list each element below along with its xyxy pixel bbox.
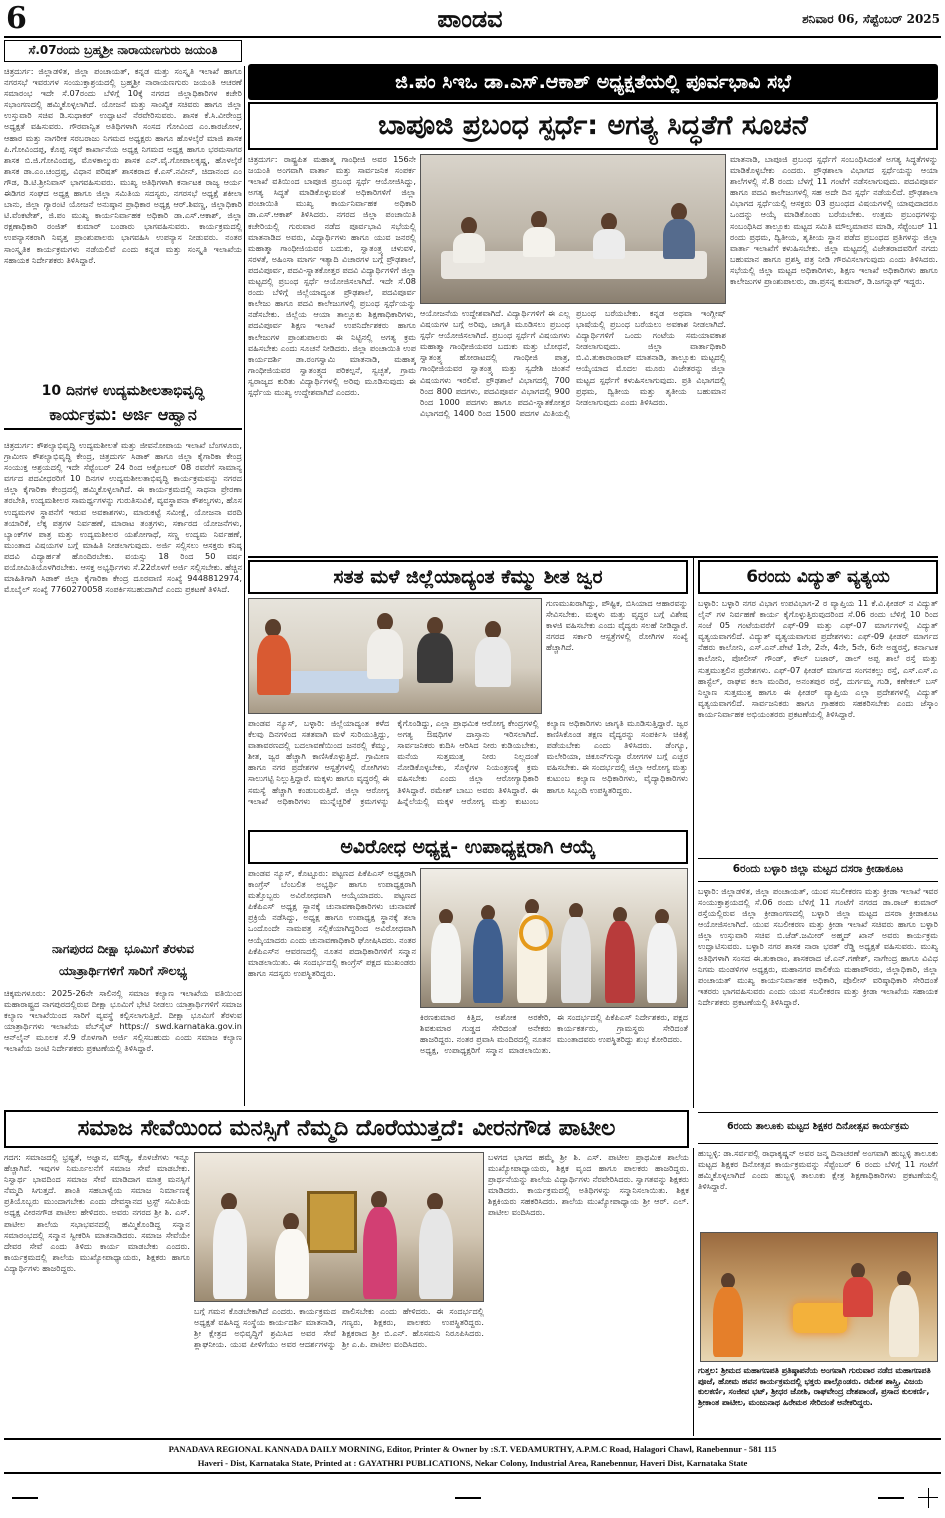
article-entrepreneur: ಚಿತ್ರದುರ್ಗ: ಕೌಶಲ್ಯಾಭಿವೃದ್ಧಿ ಉದ್ಯಮಶೀಲತೆ ಮತ್ತು ಜೀವನೋಪಾಯ ಇಲಾಖೆ ಬೆಂಗಳೂರು, ಗ್ರಾಮೀಣ ಕೌಶಲ್ಯಾಭಿವೃದ್ಧಿ ಕೇಂದ್ರ, ಚಿತ್ರದುರ್ಗ ಸಿಡಾಕ್ ಹಾಗೂ ಜಿಲ್ಲಾ ಕೈಗಾರಿಕಾ ಕೇಂದ್ರ ಸಂಯುಕ್ತ ಆಶ್ರಯದಲ್ಲಿ ಇದೇ ಸೆಪ್ಟೆಂಬರ್ 24 ರಿಂದ ಅಕ್ಟೋಬರ್ 08 ರವರೆಗೆ ಸಾಮಾನ್ಯ ವರ್ಗದ ಪದವೀಧರರಿಗೆ 10 ದಿನಗಳ ಉದ್ಯಮಶೀಲತಾಭಿವೃದ್ಧಿ ಕಾರ್ಯಕ್ರಮವನ್ನು ನಗರದ ಜಿಲ್ಲಾ ಕೈಗಾರಿಕಾ ಕೇಂದ್ರದಲ್ಲಿ ಹಮ್ಮಿಕೊಳ್ಳಲಾಗಿದೆ. ಈ ಕಾರ್ಯಕ್ರಮದಲ್ಲಿ ಸಾಧನಾ ಪ್ರೇರಣಾ ತರಬೇತಿ, ಉದ್ಯಮಶೀಲರ ಸಾಮರ್ಥ್ಯಗಳನ್ನು ಗುರುತಿಸುವಿಕೆ, ವ್ಯವಸ್ಥಾಪನಾ ಕೌಶಲ್ಯಗಳು, ಹೊಸ ಉದ್ಯಮಗಳ ಸ್ಥಾಪನೆಗೆ ಇರುವ ಅವಕಾಶಗಳು, ಮಾರುಕಟ್ಟೆ ಸಮೀಕ್ಷೆ, ಯೋಜನಾ ವರದಿ ತಯಾರಿಕೆ, ಲೆಕ್ಕ ಪತ್ರಗಳ ನಿರ್ವಹಣೆ, ಮಾರಾಟ ತಂತ್ರಗಳು, ಸರ್ಕಾರದ ಯೋಜನೆಗಳು, ಬ್ಯಾಂಕ್‍ಗಳ ಪಾತ್ರ ಮತ್ತು ಉದ್ಯಮಶೀಲರ ಯಶೋಗಾಥೆ, ಸಣ್ಣ ಉದ್ಯಮ ನಿರ್ವಹಣೆ, ಮುಂತಾದ ವಿಷಯಗಳ ಬಗ್ಗೆ ಮಾಹಿತಿ ನೀಡಲಾಗುವುದು. ಅರ್ಜಿ ಸಲ್ಲಿಸಲು ಆಸಕ್ತರು ಕನಿಷ್ಠ ಪದವಿ ವಿದ್ಯಾರ್ಹತೆ ಹೊಂದಿರಬೇಕು. ವಯಸ್ಸು 18 ರಿಂದ 50 ವರ್ಷ ವಯೋಮಿತಿಯೊಳಗಿರಬೇಕು. ಆಸಕ್ತ ಅಭ್ಯರ್ಥಿಗಳು ಸೆ.22ರೊಳಗೆ ಅರ್ಜಿ ಸಲ್ಲಿಸಬೇಕು. ಹೆಚ್ಚಿನ ಮಾಹಿತಿಗಾಗಿ ಸಿಡಾಕ್ ಜಿಲ್ಲಾ ಕೈಗಾರಿಕಾ ಕೇಂದ್ರ ದೂರವಾಣಿ ಸಂಖ್ಯೆ 9448812974, ಮೊಬೈಲ್ ಸಂಖ್ಯೆ 7760270058 ಸಂಪರ್ಕಿಸಬಹುದಾಗಿದೆ ಎಂದು ಪ್ರಕಟಣೆ ತಿಳಿಸಿದೆ. xyxy=(4,440,242,595)
group-body-6 xyxy=(647,923,677,1003)
unopposed-column-b: ಕಿರಣಕುಮಾರ ಕಿತ್ತಿದ, ಅಶೋಕ ಅರಕೇರಿ, ಶಿವಕುಮಾರ ಗುಡ್ಡದ ಸೇರಿದಂತೆ ಅನೇಕರು ಹಾಜರಿದ್ದರು. ನಂತರ ಪ್ರವಾಸಿ ಮಂದಿರದಲ್ಲಿ ನೂತನ ಅಧ್ಯಕ್ಷ, ಉಪಾಧ್ಯಕ್ಷರಿಗೆ ಸನ್ಮಾನ ಮಾಡಲಾಯಿತು. ಈ ಸಂದರ್ಭದಲ್ಲಿ ಪಿಕೆಪಿಎಸ್ ನಿರ್ದೇಶಕರು, ಪಕ್ಷದ ಕಾರ್ಯಕರ್ತರು, ಗ್ರಾಮಸ್ಥರು ಸೇರಿದಂತೆ ಮುಂತಾದವರು ಉಪಸ್ಥಿತರಿದ್ದು ಶುಭ ಕೋರಿದರು. xyxy=(420,1012,688,1056)
guest-body-1 xyxy=(213,1209,247,1299)
lead-headline-box xyxy=(248,102,938,150)
social-felicitation-photo xyxy=(194,1152,484,1302)
dasara-body: ಬಳ್ಳಾರಿ: ಜಿಲ್ಲಾಡಳಿತ, ಜಿಲ್ಲಾ ಪಂಚಾಯತ್, ಯುವ ಸಬಲೀಕರಣ ಮತ್ತು ಕ್ರೀಡಾ ಇಲಾಖೆ ಇವರ ಸಂಯುಕ್ತಾಶ್ರಯದಲ್ಲಿ ಸೆ.06 ರಂದು ಬೆಳಿಗ್ಗೆ 11 ಗಂಟೆಗೆ ನಗರದ ಡಾ.ರಾಜ್ ಕುಮಾರ್ ರಸ್ತೆಯಲ್ಲಿರುವ ಜಿಲ್ಲಾ ಕ್ರೀಡಾಂಗಣದಲ್ಲಿ ಬಳ್ಳಾರಿ ಜಿಲ್ಲಾ ಮಟ್ಟದ ದಸರಾ ಕ್ರೀಡಾಕೂಟ ಆಯೋಜಿಸಲಾಗಿದೆ. ಯುವ ಸಬಲೀಕರಣ ಮತ್ತು ಕ್ರೀಡಾ ಇಲಾಖೆ ಸಚಿವರು ಹಾಗೂ ಬಳ್ಳಾರಿ ಜಿಲ್ಲಾ ಉಸ್ತುವಾರಿ ಸಚಿವ ಬಿ.ಜೆಡ್.ಜಮೀರ್ ಅಹ್ಮದ್ ಖಾನ್ ಅವರು ಕಾರ್ಯಕ್ರಮ ಉದ್ಘಾಟಿಸುವರು. ಬಳ್ಳಾರಿ ನಗರ ಶಾಸಕ ನಾರಾ ಭರತ್ ರೆಡ್ಡಿ ಅಧ್ಯಕ್ಷತೆ ವಹಿಸುವರು. ಮುಖ್ಯ ಅತಿಥಿಗಳಾಗಿ ಸಂಸದ ಈ.ತುಕಾರಾಂ, ಶಾಸಕರಾದ ಜೆ.ಎನ್.ಗಣೇಶ್, ನಾಗೇಂದ್ರ ಹಾಗೂ ವಿವಿಧ ನಿಗಮ ಮಂಡಳಿಗಳ ಅಧ್ಯಕ್ಷರು, ಮಹಾನಗರ ಪಾಲಿಕೆಯ ಮಹಾಪೌರರು, ಜಿಲ್ಲಾಧಿಕಾರಿ, ಜಿಲ್ಲಾ ಪಂಚಾಯತ್ ಮುಖ್ಯ ಕಾರ್ಯನಿರ್ವಾಹಕ ಅಧಿಕಾರಿ, ಪೊಲೀಸ್ ವರಿಷ್ಠಾಧಿಕಾರಿ ಸೇರಿದಂತೆ ಇತರರು ಭಾಗವಹಿಸುವರು ಎಂದು ಯುವ ಸಬಲೀಕರಣ ಮತ್ತು ಕ್ರೀಡಾ ಇಲಾಖೆಯ ಸಹಾಯಕ ನಿರ್ದೇಶಕರು ಪ್ರಕಟಣೆಯಲ್ಲಿ ತಿಳಿಸಿದ್ದಾರೆ. xyxy=(698,886,938,1007)
crop-mark-right xyxy=(878,1497,904,1499)
havan-fire-shape xyxy=(793,1303,847,1333)
article-jayanti: ಚಿತ್ರದುರ್ಗ: ಜಿಲ್ಲಾಡಳಿತ, ಜಿಲ್ಲಾ ಪಂಚಾಯತ್, ಕನ್ನಡ ಮತ್ತು ಸಂಸ್ಕೃತಿ ಇಲಾಖೆ ಹಾಗೂ ನಗರಸಭೆ ಇವರುಗಳ ಸಂಯುಕ್ತಾಶ್ರಯದಲ್ಲಿ ಬ್ರಹ್ಮಶ್ರೀ ನಾರಾಯಣಗುರು ಜಯಂತಿ ಆಚರಣೆ ಸಮಾರಂಭ ಇದೇ ಸೆ.07ರಂದು ಬೆಳಿಗ್ಗೆ 10ಕ್ಕೆ ನಗರದ ಜಿಲ್ಲಾಧಿಕಾರಿಗಳ ಕಚೇರಿ ಸಭಾಂಗಣದಲ್ಲಿ ಹಮ್ಮಿಕೊಳ್ಳಲಾಗಿದೆ. ಯೋಜನೆ ಮತ್ತು ಸಾಂಖ್ಯಿಕ ಸಚಿವರು ಹಾಗೂ ಜಿಲ್ಲಾ ಉಸ್ತುವಾರಿ ಸಚಿವ ಡಿ.ಸುಧಾಕರ್ ಉದ್ಘಾಟನೆ ನೆರವೇರಿಸುವರು. ಶಾಸಕ ಕೆ.ಸಿ.ವೀರೇಂದ್ರ ಅಧ್ಯಕ್ಷತೆ ವಹಿಸುವರು. ಗೌರವಾನ್ವಿತ ಅತಿಥಿಗಳಾಗಿ ಸಂಸದ ಗೋವಿಂದ ಎಂ.ಕಾರಜೋಳ, ಆಹಾರ ಮತ್ತು ನಾಗರೀಕ ಸರಬರಾಜು ನಿಗಮದ ಅಧ್ಯಕ್ಷರು ಹಾಗೂ ಹೊಳಲ್ಕೆರೆ ಮಾಜಿ ಶಾಸಕ ಪಿ.ಗೋವಿಂದಪ್ಪ, ಕೊಪ್ಪ ಸಕ್ಕರೆ ಕಾರ್ಖಾನೆಯ ಅಧ್ಯಕ್ಷ ನಿಗಮದ ಅಧ್ಯಕ್ಷ ಹಾಗೂ ಭರಮಸಾಗರ ಶಾಸಕ ಬಿ.ಜಿ.ಗೋವಿಂದಪ್ಪ, ಮೊಳಕಾಲ್ಮುರು ಶಾಸಕ ಎನ್.ವೈ.ಗೋಪಾಲಕೃಷ್ಣ, ಹೊಳಲ್ಕೆರೆ ಶಾಸಕ ಡಾ.ಎಂ.ಚಂದ್ರಪ್ಪ, ವಿಧಾನ ಪರಿಷತ್ ಶಾಸಕರಾದ ಕೆ.ಎಸ್.ನವೀನ್, ಚಿದಾನಂದ ಎಂ ಗೌಡ, ಡಿ.ಟಿ.ಶ್ರೀನಿವಾಸ್ ಭಾಗವಹಿಸುವರು. ಮುಖ್ಯ ಅತಿಥಿಗಳಾಗಿ ಕರ್ನಾಟಕ ರಾಜ್ಯ ಆರ್ಯ ಈಡಿಗರ ಸಂಘದ ಅಧ್ಯಕ್ಷ ಹಾಗೂ ಜಿಲ್ಲಾ ಸಮಿತಿಯ ಸದಸ್ಯರು, ನಗರಸಭೆ ಅಧ್ಯಕ್ಷೆ ಶಕೀಲಾ ಬಾನು, ಜಿಲ್ಲಾ ಗ್ಯಾರಂಟಿ ಯೋಜನೆ ಅನುಷ್ಠಾನ ಪ್ರಾಧಿಕಾರ ಅಧ್ಯಕ್ಷ ಆರ್.ಶಿವಣ್ಣ, ಜಿಲ್ಲಾಧಿಕಾರಿ ಟಿ.ವೆಂಕಟೇಶ್, ಜಿ.ಪಂ ಮುಖ್ಯ ಕಾರ್ಯನಿರ್ವಾಹಕ ಅಧಿಕಾರಿ ಡಾ.ಎಸ್.ಆಕಾಶ್, ಜಿಲ್ಲಾ ರಕ್ಷಣಾಧಿಕಾರಿ ರಂಜಿತ್ ಕುಮಾರ್ ಬಂಡಾರು ಭಾಗವಹಿಸುವರು. ಕಾರ್ಯಕ್ರಮದಲ್ಲಿ ಉಪನ್ಯಾಸಕರಾಗಿ ನಿವೃತ್ತ ಪ್ರಾಂಶುಪಾಲರು ಭಾಗವಹಿಸಿ ಉಪನ್ಯಾಸ ನೀಡುವರು. ನಂತರ ಸಾಂಸ್ಕೃತಿಕ ಕಾರ್ಯಕ್ರಮಗಳು ನಡೆಯಲಿವೆ ಎಂದು ಕನ್ನಡ ಮತ್ತು ಸಂಸ್ಕೃತಿ ಇಲಾಖೆಯ ಸಹಾಯಕ ನಿರ್ದೇಶಕರು ತಿಳಿಸಿದ್ದಾರೆ. xyxy=(4,66,242,265)
person-body-2 xyxy=(523,227,555,257)
fever-right-text: ಗುಣಮುಖರಾಗಿದ್ದು, ಪೌಷ್ಟಿಕ, ಬಿಸಿಯಾದ ಆಹಾರವನ್ನು ಸೇವಿಸಬೇಕು. ಮಕ್ಕಳು ಮತ್ತು ವೃದ್ಧರ ಬಗ್ಗೆ ವಿಶೇಷ ಕಾಳಜಿ ವಹಿಸಬೇಕು ಎಂದು ವೈದ್ಯರು ಸಲಹೆ ನೀಡಿದ್ದಾರೆ. ನಗರದ ಸರ್ಕಾರಿ ಆಸ್ಪತ್ರೆಗಳಲ್ಲಿ ರೋಗಿಗಳ ಸಂಖ್ಯೆ ಹೆಚ್ಚಾಗಿದೆ. xyxy=(546,598,688,653)
group-body-4 xyxy=(561,917,591,1003)
group-body-5 xyxy=(605,921,635,1003)
issue-date: ಶನಿವಾರ 06, ಸೆಪ್ಟೆಂಬರ್ 2025 xyxy=(802,12,940,26)
teachers-body: ಹುಬ್ಬಳ್ಳಿ: ಡಾ.ಸರ್ವಪಲ್ಲಿ ರಾಧಾಕೃಷ್ಣನ್ ಅವರ ಜನ್ಮ ದಿನಾಚರಣೆ ಅಂಗವಾಗಿ ಹುಬ್ಬಳ್ಳಿ ತಾಲೂಕು ಮಟ್ಟದ ಶಿಕ್ಷಕರ ದಿನೋತ್ಸವ ಕಾರ್ಯಕ್ರಮವನ್ನು ಸೆಪ್ಟೆಂಬರ್ 6 ರಂದು ಬೆಳಿಗ್ಗೆ 11 ಗಂಟೆಗೆ ಹಮ್ಮಿಕೊಳ್ಳಲಾಗಿದೆ ಎಂದು ಹುಬ್ಬಳ್ಳಿ ತಾಲೂಕು ಕ್ಷೇತ್ರ ಶಿಕ್ಷಣಾಧಿಕಾರಿಗಳು ಪ್ರಕಟಣೆಯಲ್ಲಿ ತಿಳಿಸಿದ್ದಾರೆ. xyxy=(698,1148,938,1192)
left-headline-jayanti-text: ಸೆ.07ರಂದು ಬ್ರಹ್ಮಶ್ರೀ ನಾರಾಯಣಗುರು ಜಯಂತಿ xyxy=(28,43,218,57)
dasara-headline: 6ರಂದು ಬಳ್ಳಾರಿ ಜಿಲ್ಲಾ ಮಟ್ಟದ ದಸರಾ ಕ್ರೀಡಾಕೂಟ xyxy=(732,863,904,875)
portrait-frame xyxy=(307,1191,357,1253)
left-headline-entrepreneur xyxy=(4,380,242,436)
dasara-headline-box xyxy=(698,858,938,882)
priest-body-2 xyxy=(889,1285,919,1357)
priest-body-3 xyxy=(843,1277,873,1317)
unopposed-felicitation-photo xyxy=(420,868,688,1008)
ritual-caption: ಗುತ್ತಲ: ಶ್ರೀಮದ ಮಹಾಗಣಪತಿ ಪ್ರತಿಷ್ಠಾಪನೆಯ ಅಂಗವಾಗಿ ಗುರುವಾರ ನಡೆದ ಮಹಾಗಣಪತಿ ಪೂಜೆ, ಹೋಮ ಹವನ ಕಾರ್ಯಕ್ರಮದಲ್ಲಿ ಭಕ್ತರು ಪಾಲ್ಗೊಂಡರು. ರಮೇಶ ಶಾಸ್ತ್ರಿ, ವಿಜಯ ಕುಲಕರ್ಣಿ, ಸಂಜೀವ ಭಟ್, ಶ್ರೀಧರ ಜೋಶಿ, ರಾಘವೇಂದ್ರ ದೇಶಪಾಂಡೆ, ಪ್ರಸಾದ ಕುಲಕರ್ಣಿ, ಶ್ರೀಕಾಂತ ಪಾಟೀಲ, ಮಂಜುನಾಥ ಹಿರೇಮಠ ಸೇರಿದಂತೆ ಅನೇಕರಿದ್ದರು. xyxy=(698,1366,931,1407)
patient-body xyxy=(257,635,291,695)
garland-shape xyxy=(519,915,553,951)
fever-headline-box xyxy=(248,560,688,594)
group-body-1 xyxy=(431,923,461,1003)
page-number: 6 xyxy=(6,2,27,36)
power-body: ಬಳ್ಳಾರಿ: ಬಳ್ಳಾರಿ ನಗರ ವಿಭಾಗ ಉಪವಿಭಾಗ-2 ರ ವ್ಯಾಪ್ತಿಯ 11 ಕೆ.ವಿ.ಫೀಡರ್ ನ ವಿದ್ಯುತ್ ಲೈನ್ ಗಳ ನಿರ್ವಹಣೆ ಕಾರ್ಯ ಕೈಗೊಳ್ಳುತ್ತಿರುವುದರಿಂದ ಸೆ.06 ರಂದು ಬೆಳಿಗ್ಗೆ 10 ರಿಂದ ಸಂಜೆ 05 ಗಂಟೆಯವರೆಗೆ ಎಫ್-09 ಮತ್ತು ಎಫ್-07 ಮಾರ್ಗಗಳಲ್ಲಿ ವಿದ್ಯುತ್ ವ್ಯತ್ಯಯವಾಗಲಿದೆ. ವಿದ್ಯುತ್ ವ್ಯತ್ಯಯವಾಗುವ ಪ್ರದೇಶಗಳು: ಎಫ್-09 ಫೀಡರ್ ಮಾರ್ಗದ ನೆಹರು ಕಾಲೋನಿ, ಎಸ್.ಎನ್.ಪೇಟೆ 1ನೇ, 2ನೇ, 4ನೇ, 5ನೇ, 6ನೇ ಅಡ್ಡರಸ್ತೆ, ಕರ್ನಾಟಕ ಕಾಲೋನಿ, ಪೋಲೀಸ್ ಗೌಂಡ್, ಕೌಲ್ ಬಜಾರ್, ಡಾಲ್ ಅಪ್ಪ ಶಾಲೆ ರಸ್ತೆ ಮತ್ತು ಸುತ್ತಮುತ್ತಲಿನ ಪ್ರದೇಶಗಳು. ಎಫ್-07 ಫೀಡರ್ ಮಾರ್ಗದ ಸಂಗನಕಲ್ಲು ರಸ್ತೆ, ಎಸ್.ಎಸ್.ಎ ಹಾಸ್ಟೆಲ್, ರಾಘವ ಕಲಾ ಮಂದಿರ, ಅನಂತಪುರ ರಸ್ತೆ, ದುರ್ಗಮ್ಮ ಗುಡಿ, ಕಣೇಕಲ್ ಬಸ್ ನಿಲ್ದಾಣ ಸುತ್ತಮುತ್ತ ಹಾಗೂ ಈ ಫೀಡರ್ ವ್ಯಾಪ್ತಿಯ ಎಲ್ಲಾ ಪ್ರದೇಶಗಳಲ್ಲಿ ವಿದ್ಯುತ್ ವ್ಯತ್ಯಯವಾಗಲಿದೆ. ಸಾರ್ವಜನಿಕರು ಹಾಗೂ ಗ್ರಾಹಕರು ಸಹಕರಿಸಬೇಕು ಎಂದು ಜೆಸ್ಕಾಂ ಕಾರ್ಯನಿರ್ವಾಹಕ ಅಭಿಯಂತರರು ಪ್ರಕಟಣೆಯಲ್ಲಿ ತಿಳಿಸಿದ್ದಾರೆ. xyxy=(698,598,938,719)
lead-column-a: ಚಿತ್ರದುರ್ಗ: ರಾಷ್ಟ್ರಪಿತ ಮಹಾತ್ಮ ಗಾಂಧೀಜಿ ಅವರ 156ನೇ ಜಯಂತಿ ಅಂಗವಾಗಿ ವಾರ್ತಾ ಮತ್ತು ಸಾರ್ವಜನಿಕ ಸಂಪರ್ಕ ಇಲಾಖೆ ವತಿಯಿಂದ ಬಾಪೂಜಿ ಪ್ರಬಂಧ ಸ್ಪರ್ಧೆ ಆಯೋಜಿಸಿದ್ದು, ಅಗತ್ಯ ಸಿದ್ಧತೆ ಮಾಡಿಕೊಳ್ಳುವಂತೆ ಅಧಿಕಾರಿಗಳಿಗೆ ಜಿಲ್ಲಾ ಪಂಚಾಯಿತಿ ಮುಖ್ಯ ಕಾರ್ಯನಿರ್ವಾಹಕ ಅಧಿಕಾರಿ ಡಾ.ಎಸ್.ಆಕಾಶ್ ತಿಳಿಸಿದರು. ನಗರದ ಜಿಲ್ಲಾ ಪಂಚಾಯಿತಿ ಕಚೇರಿಯಲ್ಲಿ ಗುರುವಾರ ನಡೆದ ಪೂರ್ವಭಾವಿ ಸಭೆಯಲ್ಲಿ ಮಾತನಾಡಿದ ಅವರು, ವಿದ್ಯಾರ್ಥಿಗಳು ಹಾಗೂ ಯುವ ಜನರಲ್ಲಿ ಮಹಾತ್ಮಾ ಗಾಂಧೀಜಿಯವರ ಬದುಕು, ಸ್ವಾತಂತ್ರ್ಯ ಚಳುವಳಿ, ಸರಳತೆ, ಅಹಿಂಸಾ ಮಾರ್ಗ ಇತ್ಯಾದಿ ವಿಚಾರಗಳ ಬಗ್ಗೆ ಪ್ರೌಢಶಾಲೆ, ಪದವಿಪೂರ್ವ, ಪದವಿ-ಸ್ನಾತಕೋತ್ತರ ಪದವಿ ವಿದ್ಯಾರ್ಥಿಗಳಿಗೆ ಜಿಲ್ಲಾ ಮಟ್ಟದಲ್ಲಿ ಪ್ರಬಂಧ ಸ್ಪರ್ಧೆ ಆಯೋಜಿಸಲಾಗಿದೆ. ಇದೇ ಸೆ.08 ರಂದು ಬೆಳಿಗ್ಗೆ ಜಿಲ್ಲೆಯಾದ್ಯಂತ ಪ್ರೌಢಶಾಲೆ, ಪದವಿಪೂರ್ವ ಕಾಲೇಜು ಹಾಗೂ ಪದವಿ ಕಾಲೇಜುಗಳಲ್ಲಿ ಪ್ರಬಂಧ ಸ್ಪರ್ಧೆಯನ್ನು ನಡೆಸಬೇಕು. ಜಿಲ್ಲೆಯ ಆಯಾ ತಾಲ್ಲೂಕು ಶಿಕ್ಷಣಾಧಿಕಾರಿಗಳು, ಪದವಿಪೂರ್ವ ಶಿಕ್ಷಣ ಇಲಾಖೆ ಉಪನಿರ್ದೇಶಕರು ಹಾಗೂ ಕಾಲೇಜುಗಳ ಪ್ರಾಂಶುಪಾಲರು ಈ ನಿಟ್ಟಿನಲ್ಲಿ ಅಗತ್ಯ ಕ್ರಮ ವಹಿಸಬೇಕು ಎಂದು ಸೂಚನೆ ನೀಡಿದರು. ಜಿಲ್ಲಾ ಪಂಚಾಯಿತಿ ಉಪ ಕಾರ್ಯದರ್ಶಿ ಡಾ.ರಂಗಸ್ವಾಮಿ ಮಾತನಾಡಿ, ಮಹಾತ್ಮ ಗಾಂಧೀಜಿಯವರ ಸ್ವಾತಂತ್ರ್ಯದ ಪರಿಕಲ್ಪನೆ, ಸ್ವಚ್ಛತೆ, ಗ್ರಾಮ ಸ್ವರಾಜ್ಯದ ಕುರಿತು ವಿದ್ಯಾರ್ಥಿಗಳಲ್ಲಿ ಅರಿವು ಮೂಡಿಸುವುದು ಈ ಸ್ಪರ್ಧೆಯ ಮುಖ್ಯ ಉದ್ದೇಶವಾಗಿದೆ ಎಂದರು. xyxy=(248,154,416,397)
ritual-photo xyxy=(700,1232,938,1362)
footer-rule xyxy=(4,1438,941,1440)
registration-mark-v xyxy=(928,1488,929,1508)
teachers-headline-box xyxy=(698,1112,938,1144)
social-column-a: ಗದಗ: ಸಮಾಜದಲ್ಲಿ ಭ್ರಷ್ಟತೆ, ಅಜ್ಞಾನ, ಮೌಢ್ಯ, ಕೊಳಚೆಗಳು ಇನ್ನೂ ಹೆಚ್ಚಾಗಿವೆ. ಇವುಗಳ ನಿರ್ಮೂಲನೆಗೆ ಸಮಾಜ ಸೇವೆ ಮಾಡಬೇಕು. ನಿಸ್ವಾರ್ಥ ಭಾವದಿಂದ ಸಮಾಜ ಸೇವೆ ಮಾಡಿದಾಗ ಮಾತ್ರ ಮನಸ್ಸಿಗೆ ನೆಮ್ಮದಿ ಸಿಗುತ್ತದೆ. ಶಾಂತಿ ಸಹಬಾಳ್ವೆಯ ಸಮಾಜ ನಿರ್ಮಾಣಕ್ಕೆ ಪ್ರತಿಯೊಬ್ಬರು ಮುಂದಾಗಬೇಕು ಎಂದು ದೇವಸ್ಥಾನದ ಟ್ರಸ್ಟ್ ಸಮಿತಿಯ ಅಧ್ಯಕ್ಷ ವೀರನಗೌಡ ಪಾಟೀಲ ಹೇಳಿದರು. ಅವರು ನಗರದ ಶ್ರೀ ಶಿ. ಎಸ್. ಪಾಟೀಲ ಶಾಲೆಯ ಸಭಾಭವನದಲ್ಲಿ ಹಮ್ಮಿಕೊಂಡಿದ್ದ ಸನ್ಮಾನ ಸಮಾರಂಭದಲ್ಲಿ ಸನ್ಮಾನ ಸ್ವೀಕರಿಸಿ ಮಾತನಾಡಿದರು. ಸಮಾಜ ಸೇವೆಯೇ ದೇವರ ಸೇವೆ ಎಂದು ತಿಳಿದು ಕಾರ್ಯ ಮಾಡಬೇಕು ಎಂದರು. ಕಾರ್ಯಕ್ರಮದಲ್ಲಿ ಶಾಲೆಯ ಮುಖ್ಯೋಪಾಧ್ಯಾಯರು, ಶಿಕ್ಷಕರು ಹಾಗೂ ವಿದ್ಯಾರ್ಥಿಗಳು ಹಾಜರಿದ್ದರು. xyxy=(4,1152,190,1273)
lead-kicker: ಜಿ.ಪಂ ಸಿಇಒ ಡಾ.ಎಸ್.ಆಕಾಶ್ ಅಧ್ಯಕ್ಷತೆಯಲ್ಲಿ ಪೂರ್ವಭಾವಿ ಸಭೆ xyxy=(395,71,791,93)
guest-body-2 xyxy=(363,1207,397,1299)
person-body-3 xyxy=(593,229,625,259)
visitor-body-1 xyxy=(367,629,403,679)
masthead-rule xyxy=(4,36,941,38)
column-divider-left xyxy=(244,66,245,1106)
visitor-body-2 xyxy=(417,633,453,683)
power-headline-box xyxy=(698,560,938,594)
priest-body-1 xyxy=(713,1287,743,1357)
group-body-2 xyxy=(473,919,503,1003)
article-deeksha: ಚಿಕ್ಕಮಗಳೂರು: 2025-26ನೇ ಸಾಲಿನಲ್ಲಿ ಸಮಾಜ ಕಲ್ಯಾಣ ಇಲಾಖೆಯ ವತಿಯಿಂದ ಮಹಾರಾಷ್ಟ್ರದ ನಾಗಪುರದಲ್ಲಿರುವ ದೀಕ್ಷಾ ಭೂಮಿಗೆ ಭೇಟಿ ನೀಡಲು ಯಾತ್ರಾರ್ಥಿಗಳಿಗೆ ಸಮಾಜ ಕಲ್ಯಾಣ ಇಲಾಖೆಯಿಂದ ಸಾರಿಗೆ ವ್ಯವಸ್ಥೆ ಕಲ್ಪಿಸಲಾಗುತ್ತಿದೆ. ದೀಕ್ಷಾ ಭೂಮಿಗೆ ತೆರಳುವ ಯಾತ್ರಾರ್ಥಿಗಳು ಇಲಾಖೆಯ ವೆಬ್‍ಸೈಟ್ https:// swd.karnataka.gov.in ಆನ್‍ಲೈನ್ ಮೂಲಕ ಸೆ.9 ರೊಳಗಾಗಿ ಅರ್ಜಿ ಸಲ್ಲಿಸಬಹುದು ಎಂದು ಸಮಾಜ ಕಲ್ಯಾಣ ಇಲಾಖೆಯ ಜಂಟಿ ನಿರ್ದೇಶಕರು ಪ್ರಕಟಣೆಯಲ್ಲಿ ತಿಳಿಸಿದ್ದಾರೆ. xyxy=(4,988,242,1054)
left-headline-deeksha-line1: ನಾಗಪುರದ ದೀಕ್ಷಾ ಭೂಮಿಗೆ ತೆರಳುವ xyxy=(51,942,195,956)
fever-hospital-photo xyxy=(248,598,542,714)
left-headline-entrepreneur-line2: ಕಾರ್ಯಕ್ರಮ: ಅರ್ಜಿ ಆಹ್ವಾನ xyxy=(4,402,242,430)
column-divider-right xyxy=(693,558,694,1108)
social-column-c: ಬಳಗದ ಭಾಗದ ಹಮ್ಮೆ ಶ್ರೀ ಶಿ. ಎಸ್. ಪಾಟೀಲ ಪ್ರಾಥಮಿಕ ಶಾಲೆಯ ಮುಖ್ಯೋಪಾಧ್ಯಾಯರು, ಶಿಕ್ಷಕ ವೃಂದ ಹಾಗೂ ಪಾಲಕರು ಹಾಜರಿದ್ದರು. ಪ್ರಾರ್ಥನೆಯನ್ನು ಶಾಲೆಯ ವಿದ್ಯಾರ್ಥಿಗಳು ನೆರವೇರಿಸಿದರು. ಸ್ವಾಗತವನ್ನು ಶಿಕ್ಷಕರು ಮಾಡಿದರು. ಕಾರ್ಯಕ್ರಮದಲ್ಲಿ ಅತಿಥಿಗಳನ್ನು ಸನ್ಮಾನಿಸಲಾಯಿತು. ಶಿಕ್ಷಕ ಶಿಕ್ಷಕಿಯರು ಸಹಕರಿಸಿದರು. ಶಾಲೆಯ ಮುಖ್ಯೋಪಾಧ್ಯಾಯ ಶ್ರೀ ಆರ್. ಎಲ್. ಪಾಟೀಲ ವಂದಿಸಿದರು. xyxy=(488,1152,689,1218)
unopposed-headline-box xyxy=(248,830,688,864)
column-divider-bottom xyxy=(693,1148,694,1436)
lead-kicker-band xyxy=(248,64,938,100)
lead-column-c: ಮಾತನಾಡಿ, ಬಾಪೂಜಿ ಪ್ರಬಂಧ ಸ್ಪರ್ಧೆಗೆ ಸಂಬಂಧಿಸಿದಂತೆ ಅಗತ್ಯ ಸಿದ್ಧತೆಗಳನ್ನು ಮಾಡಿಕೊಳ್ಳಬೇಕು ಎಂದರು. ಪ್ರೌಢಶಾಲಾ ವಿಭಾಗದ ಸ್ಪರ್ಧೆಯನ್ನು ಆಯಾ ಶಾಲೆಗಳಲ್ಲಿ ಸೆ.8 ರಂದು ಬೆಳಗ್ಗೆ 11 ಗಂಟೆಗೆ ನಡೆಸಲಾಗುವುದು. ಪದವಿಪೂರ್ವ ಹಾಗೂ ಪದವಿ ಕಾಲೇಜುಗಳಲ್ಲಿ ಸಹ ಅದೇ ದಿನ ಸ್ಪರ್ಧೆ ನಡೆಯಲಿದೆ. ಪ್ರೌಢಶಾಲಾ ವಿಭಾಗದ ಸ್ಪರ್ಧೆಯಲ್ಲಿ ಆಸಕ್ತರು 03 ಪ್ರಬಂಧದ ವಿಷಯಗಳಲ್ಲಿ ಯಾವುದಾದರೂ ಒಂದನ್ನು ಆಯ್ಕೆ ಮಾಡಿಕೊಂಡು ಬರೆಯಬೇಕು. ಉತ್ತಮ ಪ್ರಬಂಧಗಳನ್ನು ಸಂಬಂಧಿಸಿದ ತಾಲ್ಲೂಕು ಮಟ್ಟದ ಸಮಿತಿ ಮೌಲ್ಯಮಾಪನ ಮಾಡಿ, ಸೆಪ್ಟೆಂಬರ್ 11 ರಂದು ಪ್ರಥಮ, ದ್ವಿತೀಯ, ತೃತೀಯ ಸ್ಥಾನ ಪಡೆದ ಪ್ರಬಂಧದ ಪ್ರತಿಗಳನ್ನು ಜಿಲ್ಲಾ ವಾರ್ತಾ ಇಲಾಖೆಗೆ ಕಳುಹಿಸಬೇಕು. ಜಿಲ್ಲಾ ಮಟ್ಟದಲ್ಲಿ ವಿಜೇತರಾದವರಿಗೆ ನಗದು ಬಹುಮಾನ ಹಾಗೂ ಪ್ರಶಸ್ತಿ ಪತ್ರ ನೀಡಿ ಗೌರವಿಸಲಾಗುವುದು ಎಂದು ತಿಳಿಸಿದರು. ಸಭೆಯಲ್ಲಿ ಜಿಲ್ಲಾ ಮಟ್ಟದ ಅಧಿಕಾರಿಗಳು, ಶಿಕ್ಷಣ ಇಲಾಖೆ ಅಧಿಕಾರಿಗಳು ಹಾಗೂ ಕಾಲೇಜುಗಳ ಪ್ರಾಂಶುಪಾಲರು, ಡಾ.ಪ್ರಸನ್ನ ಕುಮಾರ್, ಡಿ.ಜಗನ್ನಾಥ್ ಇದ್ದರು. xyxy=(730,154,938,287)
left-headline-deeksha-line2: ಯಾತ್ರಾರ್ಥಿಗಳಿಗೆ ಸಾರಿಗೆ ಸೌಲಭ್ಯ xyxy=(58,963,188,978)
social-headline: ಸಮಾಜ ಸೇವೆಯಿಂದ ಮನಸ್ಸಿಗೆ ನೆಮ್ಮದಿ ದೊರೆಯುತ್ತದೆ: ವೀರನಗೌಡ ಪಾಟೀಲ xyxy=(77,1116,616,1141)
social-headline-box xyxy=(4,1110,689,1148)
lead-bottom-rule xyxy=(248,556,938,558)
power-headline: 6ರಂದು ವಿದ್ಯುತ್ ವ್ಯತ್ಯಯ xyxy=(746,567,890,587)
person-body-1 xyxy=(453,233,485,263)
lead-column-b: ಆಯೋಜನೆಯ ಉದ್ದೇಶವಾಗಿದೆ. ವಿದ್ಯಾರ್ಥಿಗಳಿಗೆ ಈ ಎಲ್ಲ ವಿಷಯಗಳ ಬಗ್ಗೆ ಅರಿವು, ಜಾಗೃತಿ ಮೂಡಿಸಲು ಪ್ರಬಂಧ ಸ್ಪರ್ಧೆ ಆಯೋಜಿಸಲಾಗಿದೆ. ಪ್ರಬಂಧ ಸ್ಪರ್ಧೆಗೆ ವಿಷಯಗಳು ಮಹಾತ್ಮಾ ಗಾಂಧೀಜಿಯವರ ಬದುಕು ಮತ್ತು ಬೋಧನೆ, ಸ್ವಾತಂತ್ರ್ಯ ಹೋರಾಟದಲ್ಲಿ ಗಾಂಧೀಜಿ ಪಾತ್ರ, ಗಾಂಧೀಜಿಯವರ ಸ್ವಾತಂತ್ರ್ಯ ಮತ್ತು ಸ್ವದೇಶಿ ಚಿಂತನೆ ವಿಷಯಗಳು ಇರಲಿವೆ. ಪ್ರೌಢಶಾಲೆ ವಿಭಾಗದಲ್ಲಿ 700 ರಿಂದ 800 ಪದಗಳು, ಪದವಿಪೂರ್ವ ವಿಭಾಗದಲ್ಲಿ 900 ರಿಂದ 1000 ಪದಗಳು ಹಾಗೂ ಪದವಿ-ಸ್ನಾತಕೋತ್ತರ ವಿಭಾಗದಲ್ಲಿ 1400 ರಿಂದ 1500 ಪದಗಳ ಮಿತಿಯಲ್ಲಿ ಪ್ರಬಂಧ ಬರೆಯಬೇಕು. ಕನ್ನಡ ಅಥವಾ ಇಂಗ್ಲೀಷ್ ಭಾಷೆಯಲ್ಲಿ ಪ್ರಬಂಧ ಬರೆಯಲು ಅವಕಾಶ ನೀಡಲಾಗಿದೆ. ವಿದ್ಯಾರ್ಥಿಗಳಿಗೆ ಒಂದು ಗಂಟೆಯ ಸಮಯಾವಕಾಶ ನೀಡಲಾಗುವುದು. ಜಿಲ್ಲಾ ವಾರ್ತಾಧಿಕಾರಿ ಬಿ.ವಿ.ತುಕಾರಾಂರಾವ್ ಮಾತನಾಡಿ, ತಾಲ್ಲೂಕು ಮಟ್ಟದಲ್ಲಿ ಆಯ್ಕೆಯಾದ ಮೊದಲ ಮೂರು ವಿಜೇತರನ್ನು ಜಿಲ್ಲಾ ಮಟ್ಟದ ಸ್ಪರ್ಧೆಗೆ ಕಳುಹಿಸಲಾಗುವುದು. ಪ್ರತಿ ವಿಭಾಗದಲ್ಲಿ ಪ್ರಥಮ, ದ್ವಿತೀಯ ಮತ್ತು ತೃತೀಯ ಬಹುಮಾನ ನೀಡಲಾಗುವುದು ಎಂದು ತಿಳಿಸಿದರು. xyxy=(420,308,726,418)
social-column-b: ಬಗ್ಗೆ ಗಮನ ಕೊಡಬೇಕಾಗಿದೆ ಎಂದರು. ಕಾರ್ಯಕ್ರಮದ ಅಧ್ಯಕ್ಷತೆ ವಹಿಸಿದ್ದ ಸಂಸ್ಥೆಯ ಕಾರ್ಯದರ್ಶಿ ಮಾತನಾಡಿ, ಶ್ರೀ ಕ್ಷೇತ್ರದ ಅಭಿವೃದ್ಧಿಗೆ ಶ್ರಮಿಸಿದ ಅವರ ಸೇವೆ ಶ್ಲಾಘನೀಯ. ಯುವ ಪೀಳಿಗೆಯು ಅವರ ಆದರ್ಶಗಳನ್ನು ಪಾಲಿಸಬೇಕು ಎಂದು ಹೇಳಿದರು. ಈ ಸಂದರ್ಭದಲ್ಲಿ ಗಣ್ಯರು, ಶಿಕ್ಷಕರು, ಪಾಲಕರು ಉಪಸ್ಥಿತರಿದ್ದರು. ಶಿಕ್ಷಕರಾದ ಶ್ರೀ ಬಿ.ಎನ್. ಹೊಸಮನಿ ನಿರೂಪಿಸಿದರು. ಶ್ರೀ ಎ.ಪಿ. ಪಾಟೀಲ ವಂದಿಸಿದರು. xyxy=(194,1306,484,1350)
lead-headline: ಬಾಪೂಜಿ ಪ್ರಬಂಧ ಸ್ಪರ್ಧೆ: ಅಗತ್ಯ ಸಿದ್ಧತೆಗೆ ಸೂಚನೆ xyxy=(378,110,808,141)
fever-headline: ಸತತ ಮಳೆ ಜಿಲ್ಲೆಯಾದ್ಯಂತ ಕೆಮ್ಮು ಶೀತ ಜ್ವರ xyxy=(333,566,603,588)
crop-mark-left xyxy=(12,1497,38,1499)
person-body-4 xyxy=(663,219,695,259)
footer-imprint-line2: Haveri - Dist, Karnataka State, Printed at : GAYATHRI PUBLICATIONS, Nekar Colony, Industrial Area, Ranebennur, Haveri Dist, Karnataka State xyxy=(197,1458,748,1468)
footer-imprint-line1: PANADAVA REGIONAL KANNADA DAILY MORNING, Editor, Printer & Owner by :S.T. VEDAMURTHY, A.P.M.C Road, Halagori Chawl, Ranebennur - 581 115 xyxy=(168,1444,777,1454)
visitor-body-3 xyxy=(475,637,511,687)
fever-body: ಪಾಂಡವ ನ್ಯೂಸ್, ಬಳ್ಳಾರಿ: ಜಿಲ್ಲೆಯಾದ್ಯಂತ ಕಳೆದ ಕೆಲವು ದಿನಗಳಿಂದ ಸತತವಾಗಿ ಮಳೆ ಸುರಿಯುತ್ತಿದ್ದು, ವಾತಾವರಣದಲ್ಲಿ ಬದಲಾವಣೆಯಿಂದ ಜನರಲ್ಲಿ ಕೆಮ್ಮು, ಶೀತ, ಜ್ವರ ಹೆಚ್ಚಾಗಿ ಕಾಣಿಸಿಕೊಳ್ಳುತ್ತಿದೆ. ಗ್ರಾಮೀಣ ಹಾಗೂ ನಗರ ಪ್ರದೇಶಗಳ ಆಸ್ಪತ್ರೆಗಳಲ್ಲಿ ರೋಗಿಗಳು ಸಾಲುಗಟ್ಟಿ ನಿಲ್ಲುತ್ತಿದ್ದಾರೆ. ಮಕ್ಕಳು ಹಾಗೂ ವೃದ್ಧರಲ್ಲಿ ಈ ಸಮಸ್ಯೆ ಹೆಚ್ಚಾಗಿ ಕಂಡುಬರುತ್ತಿದೆ. ಜಿಲ್ಲಾ ಆರೋಗ್ಯ ಇಲಾಖೆ ಅಧಿಕಾರಿಗಳು ಮುನ್ನೆಚ್ಚರಿಕೆ ಕ್ರಮಗಳನ್ನು ಕೈಗೊಂಡಿದ್ದು, ಎಲ್ಲಾ ಪ್ರಾಥಮಿಕ ಆರೋಗ್ಯ ಕೇಂದ್ರಗಳಲ್ಲಿ ಅಗತ್ಯ ಔಷಧಿಗಳ ದಾಸ್ತಾನು ಇರಿಸಲಾಗಿದೆ. ಸಾರ್ವಜನಿಕರು ಕುದಿಸಿ ಆರಿಸಿದ ನೀರು ಕುಡಿಯಬೇಕು, ಮನೆಯ ಸುತ್ತಮುತ್ತ ನೀರು ನಿಲ್ಲದಂತೆ ನೋಡಿಕೊಳ್ಳಬೇಕು, ಸೊಳ್ಳೆಗಳ ನಿಯಂತ್ರಣಕ್ಕೆ ಕ್ರಮ ವಹಿಸಬೇಕು ಎಂದು ಜಿಲ್ಲಾ ಆರೋಗ್ಯಾಧಿಕಾರಿ ತಿಳಿಸಿದ್ದಾರೆ. ರಮೇಶ್ ಬಾಬು ಅವರು ತಿಳಿಸಿದ್ದಾರೆ. ಈ ಹಿನ್ನೆಲೆಯಲ್ಲಿ ಮಕ್ಕಳ ಆರೋಗ್ಯ ಮತ್ತು ಕುಟುಂಬ ಕಲ್ಯಾಣ ಅಧಿಕಾರಿಗಳು ಜಾಗೃತಿ ಮೂಡಿಸುತ್ತಿದ್ದಾರೆ. ಜ್ವರ ಕಾಣಿಸಿಕೊಂಡ ತಕ್ಷಣ ವೈದ್ಯರನ್ನು ಸಂಪರ್ಕಿಸಿ ಚಿಕಿತ್ಸೆ ಪಡೆಯಬೇಕು ಎಂದು ತಿಳಿಸಿದರು. ಡೆಂಗ್ಯೂ, ಮಲೇರಿಯಾ, ಚಿಕೂನ್‍ಗುನ್ಯಾ ರೋಗಗಳ ಬಗ್ಗೆ ಎಚ್ಚರ ವಹಿಸಬೇಕು. ಈ ಸಂದರ್ಭದಲ್ಲಿ ಜಿಲ್ಲಾ ಆರೋಗ್ಯ ಮತ್ತು ಕುಟುಂಬ ಕಲ್ಯಾಣ ಅಧಿಕಾರಿಗಳು, ವೈದ್ಯಾಧಿಕಾರಿಗಳು ಹಾಗೂ ಸಿಬ್ಬಂದಿ ಉಪಸ್ಥಿತರಿದ್ದರು. xyxy=(248,718,688,806)
lead-meeting-photo xyxy=(420,154,726,304)
left-headline-entrepreneur-line1: 10 ದಿನಗಳ ಉದ್ಯಮಶೀಲತಾಭಿವೃದ್ಧಿ xyxy=(41,383,205,399)
guest-body-3 xyxy=(419,1209,453,1299)
honoree-body xyxy=(275,1229,309,1299)
unopposed-headline: ಅವಿರೋಧ ಅಧ್ಯಕ್ಷ- ಉಪಾಧ್ಯಕ್ಷರಾಗಿ ಆಯ್ಕೆ xyxy=(340,836,596,858)
footer-bottom-rule xyxy=(4,1472,941,1474)
newspaper-title: ಪಾಂಡವ xyxy=(437,5,503,33)
crop-mark-center xyxy=(455,1497,481,1499)
unopposed-column-a: ಪಾಂಡವ ನ್ಯೂಸ್, ಕೊಟ್ಟೂರು: ಪಟ್ಟಣದ ಪಿಕೆಪಿಎಸ್ ಅಧ್ಯಕ್ಷರಾಗಿ ಕಾಂಗ್ರೆಸ್ ಬೆಂಬಲಿತ ಅಭ್ಯರ್ಥಿ ಹಾಗೂ ಉಪಾಧ್ಯಕ್ಷರಾಗಿ ಮತ್ತೊಬ್ಬರು ಅವಿರೋಧವಾಗಿ ಆಯ್ಕೆಯಾದರು. ಪಟ್ಟಣದ ಪಿಕೆಪಿಎಸ್ ಅಧ್ಯಕ್ಷ ಸ್ಥಾನಕ್ಕೆ ಚುನಾವಣಾಧಿಕಾರಿಗಳು ಚುನಾವಣೆ ಪ್ರಕ್ರಿಯೆ ನಡೆಸಿದ್ದು, ಅಧ್ಯಕ್ಷ ಹಾಗೂ ಉಪಾಧ್ಯಕ್ಷ ಸ್ಥಾನಕ್ಕೆ ತಲಾ ಒಂದೊಂದೇ ನಾಮಪತ್ರ ಸಲ್ಲಿಕೆಯಾಗಿದ್ದರಿಂದ ಅವಿರೋಧವಾಗಿ ಆಯ್ಕೆಯಾದರು ಎಂದು ಚುನಾವಣಾಧಿಕಾರಿ ಘೋಷಿಸಿದರು. ನಂತರ ಪಿಕೆಪಿಎಸ್‍ನ ಆವರಣದಲ್ಲಿ ನೂತನ ಪದಾಧಿಕಾರಿಗಳಿಗೆ ಸನ್ಮಾನ ಮಾಡಲಾಯಿತು. ಈ ಸಂದರ್ಭದಲ್ಲಿ ಕಾಂಗ್ರೆಸ್ ಪಕ್ಷದ ಮುಖಂಡರು ಹಾಗೂ ಸದಸ್ಯರು ಉಪಸ್ಥಿತರಿದ್ದರು. xyxy=(248,868,416,978)
teachers-headline: 6ರಂದು ತಾಲೂಕು ಮಟ್ಟದ ಶಿಕ್ಷಕರ ದಿನೋತ್ಸವ ಕಾರ್ಯಕ್ರಮ xyxy=(726,1121,909,1132)
left-headline-deeksha xyxy=(4,938,242,986)
left-headline-jayanti xyxy=(4,40,242,62)
